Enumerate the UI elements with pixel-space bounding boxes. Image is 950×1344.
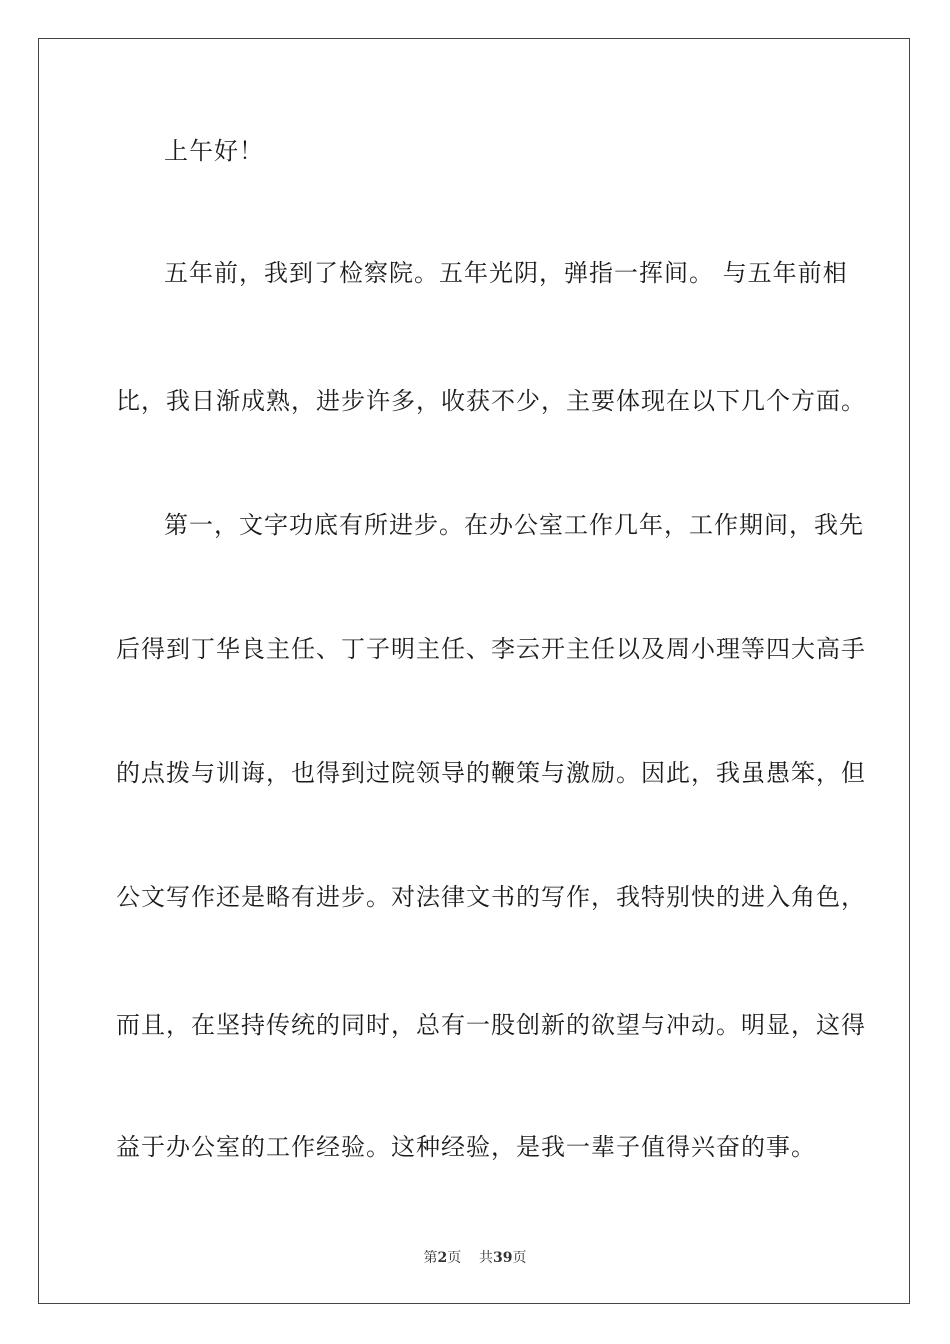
paragraph-line-4: 后得到丁华良主任、丁子明主任、李云开主任以及周小理等四大高手 bbox=[116, 635, 866, 663]
page-frame bbox=[38, 38, 910, 1304]
total-suffix: 页 bbox=[512, 1250, 527, 1266]
page-suffix: 页 bbox=[447, 1250, 462, 1266]
paragraph-line-3: 第一，文字功底有所进步。在办公室工作几年，工作期间，我先 bbox=[164, 511, 864, 539]
total-prefix: 共 bbox=[479, 1250, 494, 1266]
paragraph-line-5: 的点拨与训诲，也得到过院领导的鞭策与激励。因此，我虽愚笨，但 bbox=[116, 759, 866, 787]
paragraph-line-6: 公文写作还是略有进步。对法律文书的写作，我特别快的进入角色， bbox=[116, 883, 866, 911]
page-prefix: 第 bbox=[423, 1250, 438, 1266]
total-pages: 39 bbox=[493, 1250, 513, 1266]
paragraph-line-1: 五年前，我到了检察院。五年光阴，弹指一挥间。 与五年前相 bbox=[164, 259, 848, 287]
page-number: 2 bbox=[437, 1250, 448, 1266]
page-footer bbox=[0, 1247, 950, 1267]
paragraph-line-2: 比，我日渐成熟，进步许多，收获不少，主要体现在以下几个方面。 bbox=[116, 387, 866, 415]
greeting-line: 上午好！ bbox=[164, 137, 264, 165]
paragraph-line-8: 益于办公室的工作经验。这种经验，是我一辈子值得兴奋的事。 bbox=[116, 1133, 816, 1161]
paragraph-line-7: 而且，在坚持传统的同时，总有一股创新的欲望与冲动。明显，这得 bbox=[116, 1011, 866, 1039]
